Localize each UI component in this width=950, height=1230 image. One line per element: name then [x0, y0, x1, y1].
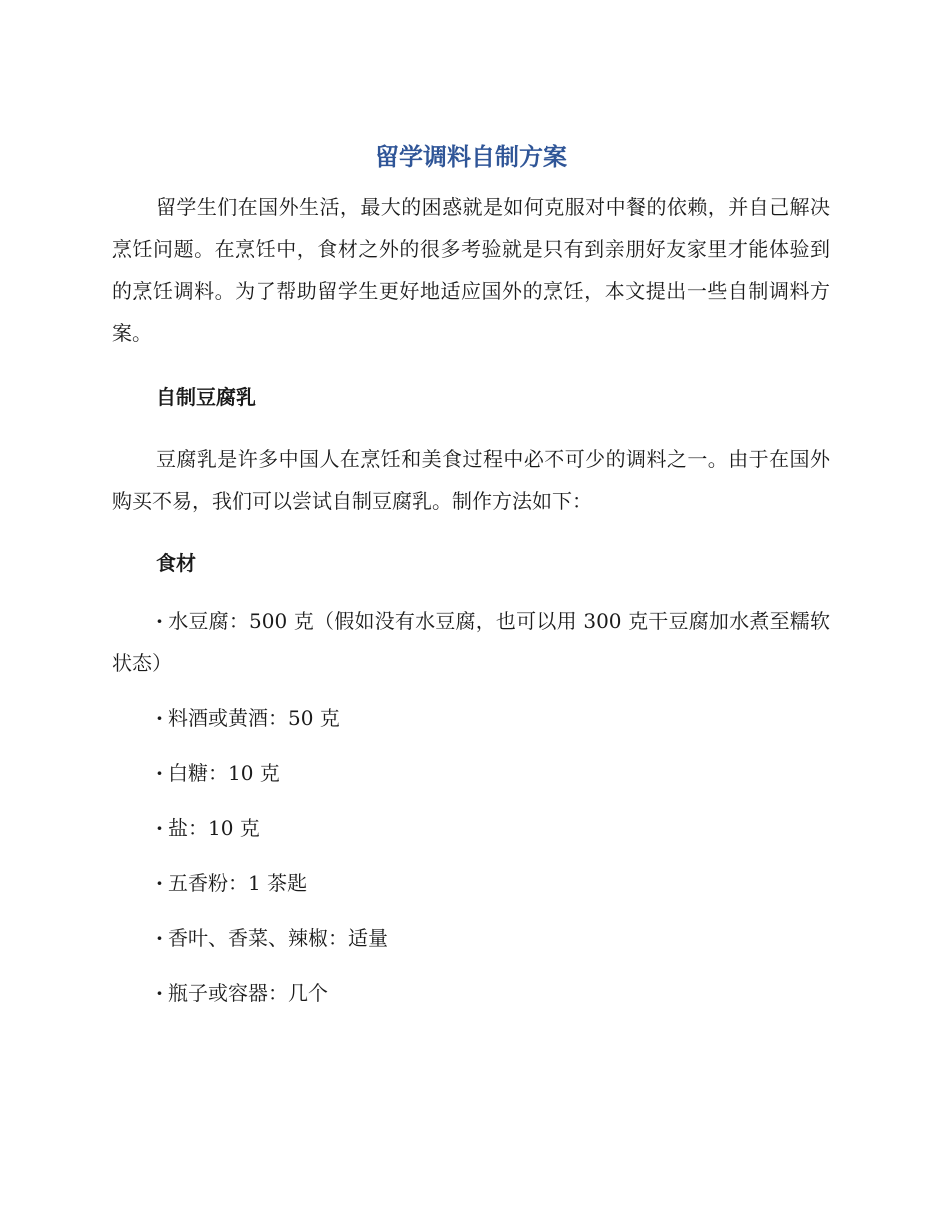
- intro-paragraph: 留学生们在国外生活，最大的困惑就是如何克服对中餐的依赖，并自己解决烹饪问题。在烹饪中，食材之外的很多考验就是只有到亲朋好友家里才能体验到的烹饪调料。为了帮助留学生更好地适应国外的烹饪，本文提出一些自制调料方案。: [112, 195, 830, 345]
- document-page: [112, 140, 830, 1027]
- list-item: [112, 600, 830, 684]
- bullet-icon: ·: [156, 816, 163, 840]
- document-title: 留学调料自制方案: [375, 143, 567, 171]
- list-item: [112, 917, 830, 959]
- list-item: [112, 807, 830, 849]
- list-item: [112, 862, 830, 904]
- bullet-icon: ·: [156, 706, 163, 730]
- ingredients-heading: 食材: [156, 551, 196, 575]
- section-body-tofu: 豆腐乳是许多中国人在烹饪和美食过程中必不可少的调料之一。由于在国外购买不易，我们可以尝试自制豆腐乳。制作方法如下：: [112, 447, 830, 513]
- bullet-icon: ·: [156, 761, 163, 785]
- ingredient-text: 五香粉：1 茶匙: [168, 871, 308, 895]
- ingredient-text: 白糖：10 克: [168, 761, 280, 785]
- bullet-icon: ·: [156, 981, 163, 1005]
- list-item: [112, 972, 830, 1014]
- list-item: [112, 697, 830, 739]
- section-heading-tofu: 自制豆腐乳: [156, 385, 256, 409]
- bullet-icon: ·: [156, 609, 163, 633]
- bullet-icon: ·: [156, 871, 163, 895]
- ingredients-list: [112, 600, 830, 1014]
- bullet-icon: ·: [156, 926, 163, 950]
- list-item: [112, 752, 830, 794]
- ingredient-text: 水豆腐：500 克（假如没有水豆腐，也可以用 300 克干豆腐加水煮至糯软状态）: [112, 609, 830, 675]
- ingredient-text: 瓶子或容器：几个: [168, 981, 328, 1005]
- ingredient-text: 盐：10 克: [168, 816, 260, 840]
- ingredient-text: 香叶、香菜、辣椒：适量: [168, 926, 388, 950]
- ingredient-text: 料酒或黄酒：50 克: [168, 706, 340, 730]
